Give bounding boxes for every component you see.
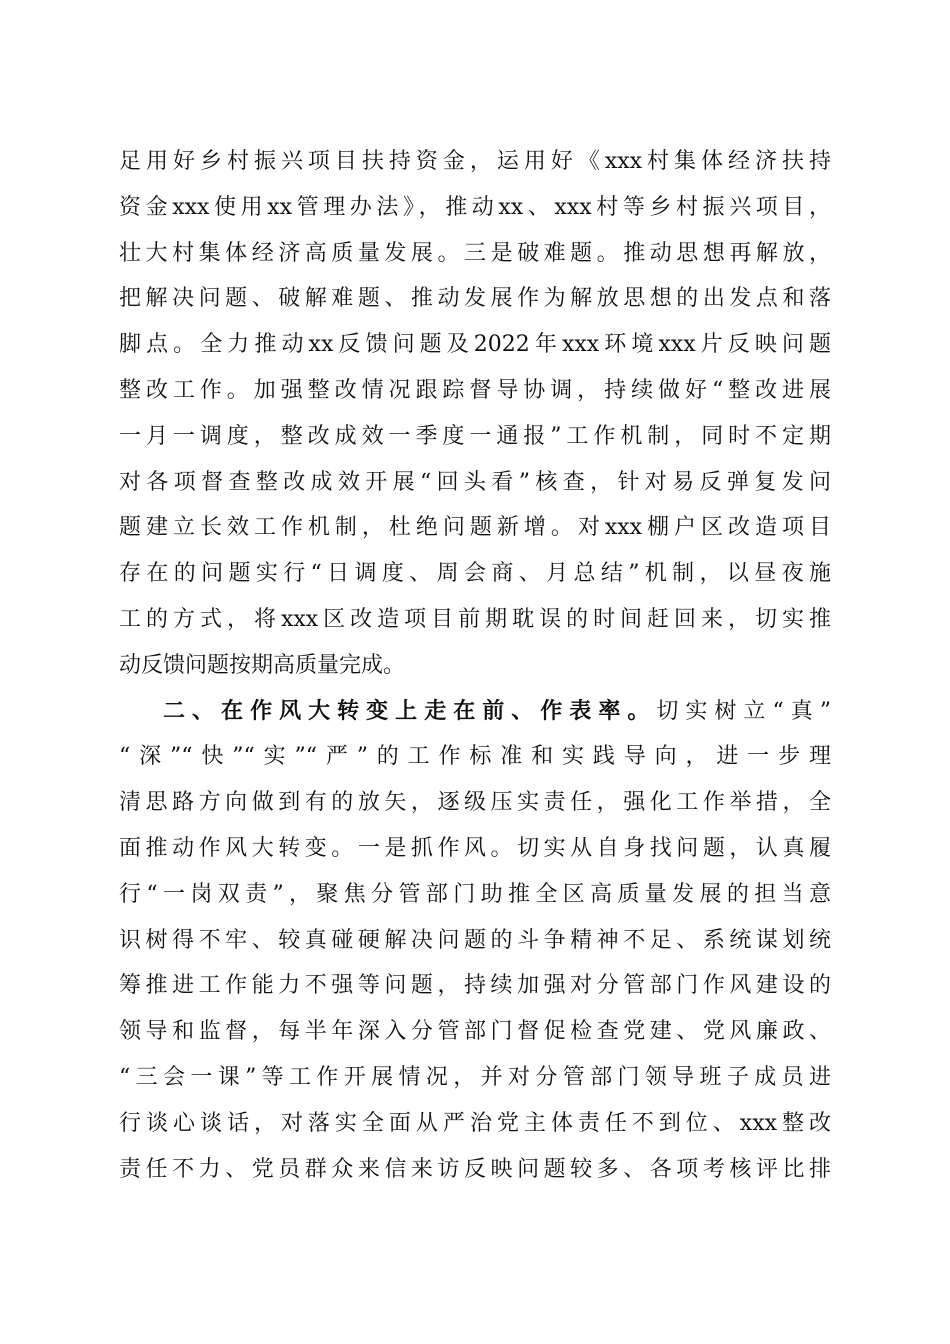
text-line: 工的方式，将xxx区改造项目前期耽误的时间赶回来，切实推 (119, 606, 831, 632)
text-line: 一月一调度，整改成效一季度一通报”工作机制，同时不定期 (119, 423, 831, 449)
text-line: 把解决问题、破解难题、推动发展作为解放思想的出发点和落 (119, 286, 831, 312)
text-line: “三会一课”等工作开展情况，并对分管部门领导班子成员进 (119, 1064, 831, 1090)
text-line: 清思路方向做到有的放矢，逐级压实责任，强化工作举措，全 (119, 790, 831, 816)
text-line: 题建立长效工作机制，杜绝问题新增。对xxx棚户区改造项目 (119, 515, 831, 541)
text-line: 领导和监督，每半年深入分管部门督促检查党建、党风廉政、 (119, 1019, 831, 1045)
paragraph-2 (119, 689, 831, 1193)
text-line: 行谈心谈话，对落实全面从严治党主体责任不到位、xxx整改 (119, 1110, 831, 1136)
text-line: 对各项督查整改成效开展“回头看”核查，针对易反弹复发问 (119, 469, 831, 495)
text-line: 面推动作风大转变。一是抓作风。切实从自身找问题，认真履 (119, 835, 831, 861)
text-line: 识树得不牢、较真碰硬解决问题的斗争精神不足、系统谋划统 (119, 927, 831, 953)
text-line: 脚点。全力推动xx反馈问题及2022年xxx环境xxx片反映问题 (119, 332, 831, 358)
text-line: 筹推进工作能力不强等问题，持续加强对分管部门作风建设的 (119, 973, 831, 999)
section-heading: 二、在作风大转变上走在前、作表率。 (163, 698, 657, 724)
text-line: 存在的问题实行“日调度、周会商、月总结”机制，以昼夜施 (119, 561, 831, 587)
paragraph-1 (119, 139, 831, 689)
heading-line-rest: 切实树立“真” (656, 698, 831, 724)
body-text (119, 139, 831, 1192)
text-line: 整改工作。加强整改情况跟踪督导协调，持续做好“整改进展 (119, 377, 831, 403)
text-line: 责任不力、党员群众来信来访反映问题较多、各项考核评比排 (119, 1156, 831, 1182)
section-heading-line (119, 689, 831, 735)
text-line: 行“一岗双责”，聚焦分管部门助推全区高质量发展的担当意 (119, 881, 831, 907)
text-line: 壮大村集体经济高质量发展。三是破难题。推动思想再解放， (119, 240, 831, 266)
text-line: “深”“快”“实”“严”的工作标准和实践导向，进一步理 (119, 744, 831, 770)
text-line: 资金xxx使用xx管理办法》，推动xx、xxx村等乡村振兴项目， (119, 194, 831, 220)
text-line: 动反馈问题按期高质量完成。 (119, 652, 406, 678)
text-line: 足用好乡村振兴项目扶持资金，运用好《xxx村集体经济扶持 (119, 149, 831, 174)
